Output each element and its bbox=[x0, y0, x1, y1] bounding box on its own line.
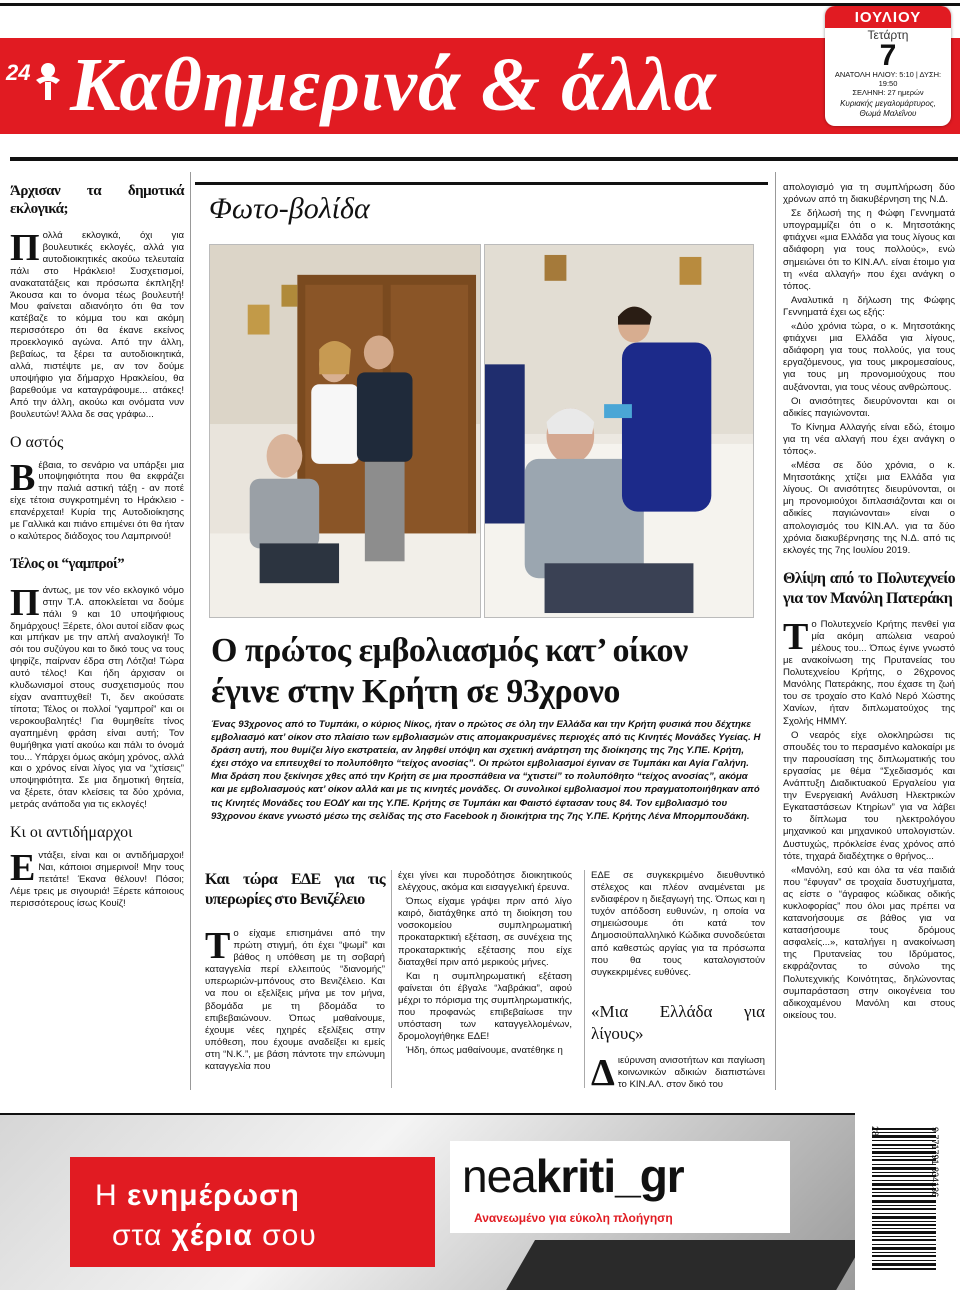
left-paragraph-4 bbox=[10, 847, 184, 910]
device-illustration bbox=[505, 1240, 855, 1290]
issue-number: 28 bbox=[870, 1126, 880, 1137]
dropcap: Π bbox=[10, 227, 40, 269]
column-divider bbox=[775, 172, 776, 1090]
sub2-paragraph-2: Όπως είχαμε γράψει πριν από λίγο καιρό, διατάχθηκε από τη διοίκηση του νοσοκομείου συμπληρωματική προκαταρκτική εξέταση, σε συνέχεια της προκαταρκτικής εξέτασης που είχε διαταχθεί πριν από μερικούς μήνες. bbox=[398, 896, 572, 968]
sub-column-1 bbox=[205, 870, 385, 1075]
right-heading-2: Θλίψη από το Πολυτεχνείο για τον Μανόλη Πατεράκη bbox=[783, 569, 955, 607]
dropcap: Β bbox=[10, 456, 36, 499]
sub2-paragraph-4: Ήδη, όπως μαθαίνουμε, ανατέθηκε η bbox=[406, 1045, 563, 1057]
barcode-icon bbox=[862, 1120, 954, 1280]
date-saints-2: Θωμά Μαλεΐνου bbox=[859, 109, 917, 118]
sub-text-3: ιεύρυνση ανισοτήτων και παγίωση κοινωνικών αδικιών διαπιστώνει το ΚΙΝ.ΑΛ. στον δικό του bbox=[617, 1054, 765, 1091]
date-month: ΙΟΥΛΙΟΥ bbox=[825, 6, 951, 28]
neakriti-logo bbox=[462, 1149, 684, 1203]
sub3-paragraph-1: ΕΔΕ σε συγκεκριμένο διευθυντικό στέλεχος και πλέον αναμένεται με ενδιαφέρον η διεξαγωγή της. Όπως και η τυχόν απόδοση ευθυνών, η οποία να σημειώσουμε ότι κατά τον Δημοσιοϋπαλληλικό Κώδικα συνοδεύεται από καθεστώς αργίας για τα πρόσωπα που θα τους καταλογιστούν συγκεκριμένες ευθύνες. bbox=[591, 870, 765, 978]
column-divider bbox=[190, 172, 191, 1090]
sub-heading-1: Και τώρα ΕΔΕ για τις υπερωρίες στο Βενιζέλειο bbox=[205, 871, 385, 908]
left-text-2: έβαια, το σενάριο να υπάρξει μια υποψηφιότητα που θα εκφράζει την παλιά αστική τάξη - αν ποτέ είχε τέτοια συγκροτημένη το Ηράκλειο - επανέρχεται! Κυρία της Αυτοδιοίκησης με Γαλλικά και πιάνο επιμένει ότι θα ήταν ο καλύτερος διάδοχος του Λαμπρινού! bbox=[10, 459, 184, 542]
advert-line-1 bbox=[95, 1179, 300, 1213]
advert-text: Η bbox=[95, 1179, 127, 1212]
advert-text-bold: χέρια bbox=[171, 1219, 253, 1252]
column-divider bbox=[584, 870, 585, 1088]
barcode-number: 9 771791 834136 bbox=[930, 1127, 940, 1198]
advert-tagline: Ανανεωμένο για εύκολη πλοήγηση bbox=[474, 1211, 673, 1225]
left-text-3: άντως, με τον νέο εκλογικό νόμο στην Τ.Α. αποκλείεται να δούμε πάλι 9 και 10 υποψήφιους δημάρχους! Ξέρετε, όλοι αυτοί είδαν φως και μπήκαν με την απλή αναλογική! Το σόι του συζύγου και το δικό τους να τους ψηφίζε, παίρναν έδρα στη Λότζια! Τώρα αυτό τέλος! Και ήδη άρχισαν οι κλυδωνισμοί στους συσχετισμούς που είχαν αναπτυχθεί! Τι, δεν ακούσατε τίποτα; Τέλος οι πολλοί “γαμπροί” και οι νεροκουβαλητές! Για θυμηθείτε τίνος αγαπημένη φράση είναι αυτή; Τον θυμήθηκα γιατί ακούω και πάλι το όνομά του... Υπάρχει όμως ακόμη χρόνος, αλλά και ο χρόνος είναι λίγος για να “χτίσεις” υποψηφιότητα. Σε μια δημοτική θητεία, να ξέρετε, όταν κλείσεις τα δύο χρόνια, μετράς ανάποδα για τις εκλογές! bbox=[10, 584, 184, 811]
column-divider bbox=[391, 870, 392, 1088]
right-text-8: ο Πολυτεχνείο Κρήτης πενθεί για μία ακόμη απώλεια νεαρού μέλους του... Όπως έγινε γνωστό με ανακοίνωση της Πρυτανείας του Πολυτεχνείου Κρήτης, ο 26χρονος Μανόλης Πατεράκης, που έχασε τη ζωή του σε τροχαίο στο Καλό Νερό Χώστης Χανίων, ήταν διπλωματούχος της Σχολής ΗΜΜΥ. bbox=[783, 618, 955, 727]
right-paragraph-2: Σε δήλωσή της η Φώφη Γεννηματά υπογραμμίζει ότι ο κ. Μητσοτάκης φτιάχνει «μια Ελλάδα για τους λίγους και αδιάφορη για τους πολλούς», ενώ σημειώνει ότι το ΚΙΝ.ΑΛ. είναι έτοιμο για τη «νέα αλλαγή» που έχει ανάγκη ο τόπος. bbox=[783, 208, 955, 292]
sub2-paragraph-3: Και η συμπληρωματική εξέταση φαίνεται ότι έβγαλε “λαβράκια”, αφού μέχρι το πόρισμα της συμπληρωματικής, που προφανώς επιβεβαίωσε την υπόσταση των καταγγελλομένων, δρομολογήθηκε ΕΔΕ! bbox=[398, 970, 572, 1043]
sub-column-3 bbox=[591, 870, 765, 1093]
sub-paragraph-1 bbox=[205, 925, 385, 1073]
vaccination-photo-1 bbox=[209, 244, 481, 618]
left-paragraph-1 bbox=[10, 227, 184, 421]
right-paragraph-9: Ο νεαρός είχε ολοκληρώσει τις σπουδές του το περασμένο καλοκαίρι με την παρουσίαση της διπλωματικής του εργασίας με θέμα “Σχεδιασμός και Ανάπτυξη Διαδικτυακού Εργαλείου για την Ενεργειακή Ανάλυση Ηλεκτρικών Εγκαταστάσεων Κτηρίων” για να λάβει το δίπλωμα του ηλεκτρολόγου μηχανικού και μηχανικού υπολογιστών. Δυστυχώς, πρόκλείσε ένας χρόνος από τότε, τηχαρά διαδέχτηκε ο θρήνος... bbox=[783, 729, 955, 862]
newspaper-logo-icon bbox=[30, 60, 66, 104]
right-column bbox=[783, 182, 955, 1024]
sub3-paragraph-2 bbox=[591, 1051, 765, 1094]
dropcap: Τ bbox=[783, 615, 809, 658]
advert-line-2 bbox=[112, 1219, 317, 1253]
right-paragraph-5: Οι ανισότητες διευρύνονται και οι αδικίες παγιώνονται. bbox=[783, 395, 955, 419]
right-paragraph-10: «Μανόλη, εσύ και όλα τα νέα παιδιά που “έφυγαν” σε τροχαία δυστυχήματα, ας είστε ο “άγραφος κώδικας οδικής κυκλοφορίας” που όλοι μας πρέπει να κατανοήσουμε σε βάθος για να κατασήσουμε τους δρόμους ασφαλείς...», καταλήγει η ανακοίνωση της Πρυτανείας του Ιδρύματος, εκφράζοντας το σύνολο της Πολυτεχνικής Κοινότητας, δηλώνοντας συμπαράσταση στην οικογένεια του αδικοχαμένου Μανόλη και στους οικείους του. bbox=[783, 864, 955, 1021]
dropcap: Π bbox=[10, 581, 40, 624]
left-heading-1: Άρχισαν τα δημοτικά εκλογικά; bbox=[10, 183, 184, 217]
vaccination-photo-2 bbox=[484, 244, 754, 618]
date-moon: ΣΕΛΗΝΗ: 27 ημερών bbox=[852, 88, 924, 97]
left-text-4: ντάξει, είναι και οι αντιδήμαρχοι! Ναι, κάποιοι σημερινοί! Μην τους πετάτε! Έκανα θέλουν! Πόσοι; Λέμε τρεις με σιγουριά! Ξέρετε κάποιους περισσότερους ίσως Κουίζ! bbox=[10, 850, 184, 909]
left-heading-4: Κι οι αντιδήμαρχοι bbox=[10, 824, 133, 842]
left-paragraph-3 bbox=[10, 581, 184, 811]
right-paragraph-4: «Δύο χρόνια τώρα, ο κ. Μητσοτάκης φτιάχνει μια Ελλάδα για λίγους, αδιάφορη για τους πολλούς, για τους εργαζόμενους, για τους μικρομεσαίους, για τους μη προνομιούχους που αυξάνονται, για τους νέους ανθρώπους. bbox=[783, 321, 955, 393]
left-column bbox=[10, 182, 184, 916]
right-paragraph-1: απολογισμό για τη συμπλήρωση δύο χρόνων από τη διακυβέρνηση της Ν.Δ. bbox=[783, 182, 955, 206]
dropcap: Τ bbox=[205, 925, 231, 967]
feature-label: Φωτο-βολίδα bbox=[209, 192, 370, 225]
date-weekday: Τετάρτη bbox=[867, 28, 909, 42]
sub-heading-3: «Μια Ελλάδα για λίγους» bbox=[591, 1001, 765, 1043]
brand-part: kriti bbox=[535, 1150, 616, 1202]
left-text-1: ολλά εκλογικά, όχι για βουλευτικές εκλογές, αλλά για αυτοδιοικητικές ακούω τελευταία πάλι στο Ηράκλειο! Συσχετισμοί, ανακατατάξεις και πρόσωπα έκπληξη! Άκουσα και το όνομα τέως βουλευτή! Μου φαίνεται αδιανόητο ότι θα τον κατέβαζε το κόμμα του και ακόμη περισσότερο ότι θα έκανε εκείνος προεκλογικό αγώνα. Από την άλλη, βεβαίως, τα ξέρει τα αυτοδιοικητικά, αλλά, πιστέψτε με, αν τον δούμε υποψήφιο για δήμαρχο Ηρακλείου, θα βαρεθούμε να καταγράφουμε... ατάκες! Από την άλλη, ακούω και ονόματα νυν βουλευτών! Άλλα δε σας γράφω... bbox=[10, 230, 184, 420]
neakriti-advert[interactable] bbox=[0, 1113, 855, 1290]
advert-text-bold: ενημέρωση bbox=[127, 1179, 300, 1212]
feature-lede: Ένας 93χρονος από το Τυμπάκι, ο κύριος Νίκος, ήταν ο πρώτος σε όλη την Ελλάδα και την Κρήτη φυσικά που δέχτηκε εμβολιασμό κατ’ οίκον στο πλαίσιο των εμβολιασμών στις απομακρυσμένες περιοχές από τις Κινητές Μονάδες Υγείας. Η δράση αυτή, που θυμίζει λίγο εκστρατεία, αν ληφθεί υπόψη και σχετική ανάρτηση της διοίκησης της 7ης Υ.ΠΕ. Κρήτη, έχει στόχο να επιτευχθεί το πολυπόθητο “τείχος ανοσίας”. Οι πρώτοι εμβολιασμοί έγιναν σε Τυμπάκι και Αγία Γαλήνη. Μια δράση που ξεκίνησε χθες από την Κρήτη σε μια προσπάθεια να “χτιστεί” το πολυπόθητο “τείχος ανοσίας”, ακόμα και με εμβολιασμούς κατ’ οίκον αλλά και με τις κινητές μονάδες. Οι συνολικοί εμβολιασμοί που πραγματοποιήθηκαν από τις Κινητές Μονάδες του ΕΟΔΥ και της Υ.ΠΕ. Κρήτης σε Τυμπάκι και Φαιστό έφτασαν τους 84. Τον εμβολιασμό του 93χρονου έκανε γνωστό μέσω της σελίδας της στο Facebook η διοικήτρια της 7ης Υ.ΠΕ. Κρήτης Λένα Μπορμπουδάκη. bbox=[211, 719, 761, 822]
header-underline bbox=[10, 157, 958, 161]
sub2-paragraph-1: έχει γίνει και πυροδότησε διοικητικούς ελέγχους, ακόμα και εισαγγελική έρευνα. bbox=[398, 870, 572, 894]
left-heading-3: Τέλος οι “γαμπροί” bbox=[10, 555, 125, 572]
feature-headline: Ο πρώτος εμβολιασμός κατ’ οίκον έγινε στην Κρήτη σε 93χρονο bbox=[211, 632, 688, 710]
brand-part: _gr bbox=[615, 1150, 684, 1202]
date-saints-1: Κυριακής μεγαλομάρτυρος, bbox=[840, 99, 936, 108]
page-number: 24 bbox=[6, 60, 31, 85]
sub-text-1: ο είχαμε επισημάνει από την πρώτη στιγμή, ότι έχει “ψωμί” και βάθος η υπόθεση με τη σοβαρή καταγγελία περί ελλειπούς “διανομής” υπερωριών-μπόνους στο Βενιζέλειο. Και να που οι εξελίξεις μήνα με τον μήνα, βδομάδα με τη βδομάδα το επιβεβαιώνουν. Όπως μαθαίνουμε, έχουμε νέες ηχηρές εξελίξεις στην υπόθεση, που έχουμε αναδείξει κι εμείς στη “Ν.Κ.”, με βάση πάντοτε την επώνυμη καταγγελία που bbox=[205, 928, 385, 1073]
date-sun-times: ΑΝΑΤΟΛΗ ΗΛΙΟΥ: 5:10 | ΔΥΣΗ: 19:50 bbox=[834, 70, 942, 88]
left-heading-2: Ο αστός bbox=[10, 433, 64, 451]
brand-part: nea bbox=[462, 1150, 536, 1202]
date-box bbox=[825, 6, 951, 126]
advert-text: στα bbox=[112, 1219, 172, 1252]
right-paragraph-8 bbox=[783, 615, 955, 728]
right-paragraph-3: Αναλυτικά η δήλωση της Φώφης Γεννηματά έχει ως εξής: bbox=[783, 294, 955, 318]
sub-column-2 bbox=[398, 870, 572, 1059]
right-paragraph-6: Το Κίνημα Αλλαγής είναι εδώ, έτοιμο για τη νέα αλλαγή που έχει ανάγκη ο τόπος». bbox=[783, 421, 955, 457]
dropcap: Δ bbox=[591, 1051, 615, 1094]
top-rule bbox=[0, 0, 960, 6]
date-day: 7 bbox=[879, 39, 897, 72]
feature-top-rule bbox=[195, 182, 768, 185]
dropcap: Ε bbox=[10, 847, 36, 890]
feature-article bbox=[195, 182, 768, 832]
right-paragraph-7: «Μέσα σε δύο χρόνια, ο κ. Μητσοτάκης χτίζει μια Ελλάδα για λίγους. Οι ανισότητες διευρύνονται, οι μη προνομιούχοι διπλασιάζονται και οι αδικίες παγιώνονται» είναι ο απολογισμός του ΚΙΝ.ΑΛ. για τα δύο χρόνια διακυβέρνησης της Ν.Δ. από τις εκλογές της 7ης Ιουλίου 2019. bbox=[783, 460, 955, 556]
advert-text: σου bbox=[252, 1219, 317, 1252]
left-paragraph-2 bbox=[10, 456, 184, 543]
section-title: Καθημερινά & άλλα bbox=[70, 43, 717, 127]
